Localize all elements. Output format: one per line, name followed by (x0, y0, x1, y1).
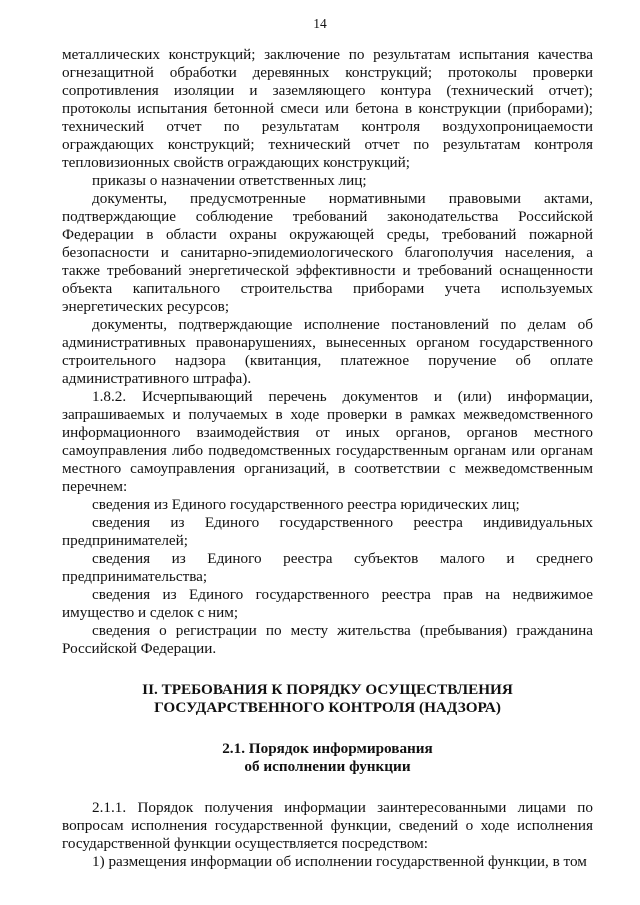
paragraph: 1) размещения информации об исполнении государственной функции, в том (92, 853, 587, 870)
document-body (62, 46, 593, 871)
paragraph: металлических конструкций; заключение по результатам испытания качества огнезащитной обработки деревянных конструкций; протоколы проверки сопротивления изоляции и заземляющего контура (технический отчет); протоколы испытания бетонной смеси или бетона в конструкции (приборами); технический отчет по результатам контроля воздухопроницаемости ограждающих конструкций; технический отчет по результатам контроля тепловизионных свойств ограждающих конструкций; (62, 46, 593, 171)
subsection-heading-line: 2.1. Порядок информирования (222, 740, 433, 757)
list-item: сведения о регистрации по месту жительства (пребывания) гражданина Российской Федерации. (62, 622, 593, 657)
page-number: 14 (313, 16, 327, 31)
paragraph: приказы о назначении ответственных лиц; (92, 172, 367, 189)
paragraph: 2.1.1. Порядок получения информации заинтересованными лицами по вопросам исполнения государственной функции, сведений о ходе исполнения государственной функции осуществляется посредством: (62, 799, 593, 852)
list-item: сведения из Единого государственного реестра юридических лиц; (92, 496, 520, 513)
list-item: сведения из Единого государственного реестра индивидуальных предпринимателей; (62, 514, 593, 549)
list-item: сведения из Единого реестра субъектов малого и среднего предпринимательства; (62, 550, 593, 585)
paragraph: 1.8.2. Исчерпывающий перечень документов и (или) информации, запрашиваемых и получаемых в ходе проверки в рамках межведомственного информационного взаимодействия от иных органов, органов местного самоуправления либо подведомственных государственным органам или органам местного самоуправления организаций, в соответствии с межведомственным перечнем: (62, 388, 593, 495)
list-item: сведения из Единого государственного реестра прав на недвижимое имущество и сделок с ним; (62, 586, 593, 621)
subsection-heading (62, 740, 593, 776)
section-heading (62, 681, 593, 717)
paragraph: документы, предусмотренные нормативными правовыми актами, подтверждающие соблюдение требований законодательства Российской Федерации в области охраны окружающей среды, требований пожарной безопасности и санитарно-эпидемиологического благополучия населения, а также требований энергетической эффективности и требований оснащенности объекта капитального строительства приборами учета используемых энергетических ресурсов; (62, 190, 593, 315)
section-heading-line: ГОСУДАРСТВЕННОГО КОНТРОЛЯ (НАДЗОРА) (154, 699, 501, 716)
paragraph: документы, подтверждающие исполнение постановлений по делам об административных правонарушениях, вынесенных органом государственного строительного надзора (квитанция, платежное поручение об оплате административного штрафа). (62, 316, 593, 387)
subsection-heading-line: об исполнении функции (244, 758, 411, 775)
section-heading-line: II. ТРЕБОВАНИЯ К ПОРЯДКУ ОСУЩЕСТВЛЕНИЯ (142, 681, 513, 698)
